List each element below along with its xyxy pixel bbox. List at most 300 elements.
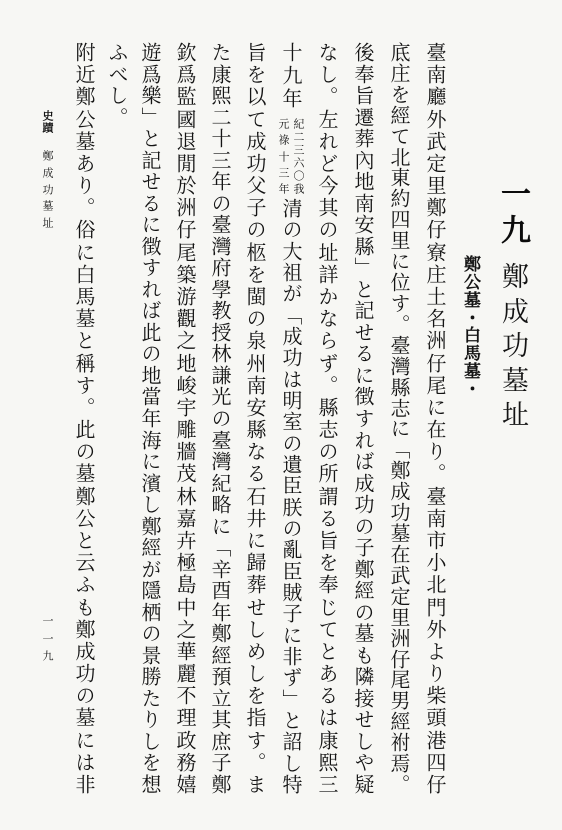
glyph: 十 <box>279 42 303 62</box>
glyph: 謙 <box>208 364 232 385</box>
glyph: 於 <box>173 175 197 196</box>
body-column-5-rest <box>276 198 306 794</box>
glyph: な <box>315 308 339 329</box>
glyph: れ <box>315 130 339 151</box>
glyph: 明 <box>279 390 303 410</box>
glyph: 康 <box>208 63 232 84</box>
glyph: の <box>208 192 232 213</box>
glyph: 武 <box>423 130 447 151</box>
glyph: 南 <box>243 374 267 395</box>
glyph: を <box>243 685 267 706</box>
glyph: 安 <box>351 214 375 235</box>
glyph: 港 <box>423 729 447 750</box>
glyph: 臣 <box>279 560 303 581</box>
glyph: に <box>387 251 411 272</box>
glyph: 成 <box>72 640 96 661</box>
glyph: 洲 <box>173 197 197 218</box>
glyph: の <box>315 219 339 240</box>
glyph: し <box>279 752 303 773</box>
glyph: 隣 <box>351 666 375 687</box>
glyph: が <box>279 283 303 304</box>
glyph: 經 <box>138 537 162 558</box>
glyph: に <box>138 214 162 235</box>
glyph: 遊 <box>138 42 162 62</box>
glyph: の <box>208 408 232 428</box>
glyph: 功 <box>279 347 303 368</box>
glyph: 九 <box>279 65 303 85</box>
glyph: 功 <box>351 494 375 515</box>
glyph: 志 <box>315 419 339 440</box>
glyph: 南 <box>423 507 447 528</box>
glyph: 在 <box>387 543 411 564</box>
glyph: 監 <box>173 86 197 107</box>
glyph: め <box>243 640 267 661</box>
glyph: 詳 <box>315 263 339 284</box>
glyph: せ <box>351 321 375 342</box>
glyph: 後 <box>351 42 375 62</box>
glyph: 尾 <box>387 669 411 690</box>
glyph: 柩 <box>243 241 267 262</box>
glyph: 麗 <box>173 663 197 684</box>
inline-note-left <box>276 118 290 194</box>
glyph: 在 <box>423 419 447 440</box>
glyph: 里 <box>387 230 411 251</box>
body-column-6 <box>240 42 270 794</box>
glyph: な <box>315 42 339 62</box>
glyph: 記 <box>138 149 162 170</box>
glyph: 築 <box>173 263 197 284</box>
glyph: 址 <box>315 241 339 262</box>
glyph: 臺 <box>208 429 232 450</box>
glyph: 其 <box>208 709 232 730</box>
glyph: 仔 <box>173 219 197 240</box>
glyph: 鄭 <box>387 460 411 481</box>
glyph: も <box>72 596 96 617</box>
glyph: 年 <box>279 88 303 108</box>
glyph: 小 <box>423 552 447 573</box>
glyph: 栖 <box>138 601 162 622</box>
glyph: と <box>72 330 96 351</box>
glyph: 寮 <box>423 241 447 262</box>
glyph: り <box>423 441 447 462</box>
glyph: 二 <box>208 106 232 127</box>
glyph: 一 <box>495 178 530 208</box>
glyph: 子 <box>279 603 303 624</box>
glyph: 成 <box>497 296 528 324</box>
glyph: 成 <box>279 326 303 346</box>
glyph: べ <box>105 63 129 84</box>
glyph: 墓 <box>72 463 96 484</box>
glyph: と <box>279 710 303 730</box>
glyph: 謂 <box>315 485 339 506</box>
glyph: じ <box>315 596 339 617</box>
glyph: す <box>351 408 375 428</box>
glyph: 接 <box>351 687 375 708</box>
glyph: 北 <box>387 146 411 167</box>
glyph: に <box>351 364 375 385</box>
glyph: 年 <box>138 408 162 428</box>
glyph: よ <box>423 640 447 661</box>
glyph: 鄭 <box>72 485 96 506</box>
glyph: 經 <box>387 711 411 732</box>
glyph: を <box>243 64 267 85</box>
glyph: 大 <box>279 240 303 261</box>
glyph: 略 <box>208 494 232 515</box>
glyph: 「 <box>387 439 411 460</box>
glyph: と <box>138 128 162 149</box>
glyph: 墓 <box>41 200 54 212</box>
glyph: 非 <box>279 646 303 666</box>
glyph: 縣 <box>315 396 339 417</box>
glyph: 詔 <box>279 731 303 752</box>
glyph: す <box>243 729 267 750</box>
glyph: 臺 <box>423 42 447 62</box>
glyph: を <box>387 83 411 104</box>
glyph: 近 <box>72 64 96 85</box>
glyph: 名 <box>423 308 447 329</box>
glyph: ふ <box>72 574 96 595</box>
glyph: 洲 <box>423 330 447 351</box>
glyph: 學 <box>208 278 232 299</box>
glyph: 定 <box>387 585 411 606</box>
glyph: れ <box>138 278 162 299</box>
glyph: 。 <box>315 86 339 107</box>
glyph: 里 <box>387 606 411 627</box>
body-column-10 <box>102 42 132 142</box>
body-column-8 <box>170 42 200 794</box>
glyph: 十 <box>277 150 290 162</box>
glyph: の <box>279 518 303 538</box>
glyph: の <box>138 343 162 364</box>
glyph: た <box>208 42 232 62</box>
glyph: 」 <box>351 257 375 278</box>
glyph: と <box>351 278 375 299</box>
glyph: 仔 <box>423 352 447 373</box>
glyph: 疑 <box>351 774 375 794</box>
glyph: 功 <box>387 502 411 523</box>
glyph: 旨 <box>243 42 267 62</box>
glyph: 公 <box>460 272 480 290</box>
glyph: 紀 <box>208 472 232 493</box>
glyph: 墓 <box>460 362 480 380</box>
inline-note-right <box>291 118 305 194</box>
glyph: な <box>243 441 267 462</box>
glyph: 鄭 <box>138 515 162 536</box>
glyph: 光 <box>208 386 232 407</box>
glyph: 之 <box>173 618 197 639</box>
glyph: 欽 <box>173 42 197 62</box>
glyph: る <box>315 507 339 528</box>
glyph: 白 <box>72 263 96 284</box>
glyph: 朕 <box>279 496 303 517</box>
glyph: 南 <box>423 64 447 85</box>
glyph: ら <box>315 330 339 351</box>
glyph: 今 <box>315 175 339 196</box>
glyph: 州 <box>243 352 267 373</box>
glyph: 志 <box>387 397 411 418</box>
glyph: 白 <box>460 326 480 344</box>
glyph: し <box>138 730 162 751</box>
glyph: 墓 <box>351 623 375 644</box>
glyph: 成 <box>243 130 267 151</box>
glyph: 九 <box>41 650 54 661</box>
glyph: 預 <box>208 666 232 687</box>
body-column-7 <box>205 42 235 794</box>
glyph: 徴 <box>351 386 375 407</box>
glyph: に <box>279 624 303 645</box>
glyph: 子 <box>351 537 375 558</box>
body-column-2 <box>384 42 414 794</box>
glyph: 左 <box>315 108 339 129</box>
glyph: 約 <box>387 188 411 209</box>
glyph: 。 <box>72 396 96 417</box>
glyph: せ <box>138 171 162 192</box>
glyph: 「 <box>208 537 232 558</box>
glyph: 卉 <box>173 530 197 550</box>
glyph: し <box>315 64 339 85</box>
glyph: 雕 <box>173 419 197 440</box>
glyph: 仔 <box>423 774 447 794</box>
glyph: あ <box>315 663 339 684</box>
glyph: 室 <box>279 411 303 432</box>
glyph: 成 <box>41 166 54 178</box>
glyph: の <box>315 441 339 462</box>
glyph: の <box>279 432 303 453</box>
glyph: 鄭 <box>351 558 375 579</box>
glyph: 經 <box>208 644 232 665</box>
glyph: 馬 <box>72 286 96 306</box>
section-title <box>496 262 528 427</box>
glyph: 茂 <box>173 463 197 484</box>
glyph: 非 <box>72 774 96 794</box>
glyph: 此 <box>72 419 96 440</box>
glyph: 牆 <box>173 441 197 462</box>
glyph: 經 <box>351 580 375 601</box>
glyph: 北 <box>423 574 447 595</box>
glyph: 外 <box>423 618 447 639</box>
glyph: 立 <box>208 687 232 708</box>
glyph: 清 <box>279 198 303 218</box>
glyph: 墓 <box>72 130 96 151</box>
glyph: 熙 <box>208 85 232 106</box>
glyph: 墓 <box>72 308 96 329</box>
glyph: 功 <box>497 331 528 358</box>
glyph: 尾 <box>423 374 447 395</box>
glyph: 臺 <box>423 485 447 506</box>
glyph: 九 <box>495 214 530 244</box>
running-header-title <box>39 150 55 228</box>
glyph: 熙 <box>315 751 339 772</box>
glyph: 辛 <box>208 558 232 579</box>
glyph: も <box>351 644 375 665</box>
glyph: し <box>105 85 129 105</box>
body-column-1 <box>420 42 450 794</box>
glyph: 勝 <box>138 666 162 687</box>
glyph: て <box>387 125 411 146</box>
glyph: た <box>138 687 162 708</box>
glyph: 泉 <box>243 330 267 351</box>
glyph: り <box>72 175 96 196</box>
glyph: 祿 <box>277 134 290 146</box>
glyph: 三 <box>315 774 339 794</box>
glyph: 府 <box>208 257 232 278</box>
glyph: 鄭 <box>208 623 232 644</box>
glyph: 「 <box>279 304 303 325</box>
glyph: 四 <box>387 209 411 230</box>
glyph: 想 <box>138 774 162 794</box>
glyph: 一 <box>41 632 54 644</box>
glyph: 酉 <box>208 580 232 601</box>
glyph: 位 <box>387 272 411 293</box>
glyph: れ <box>351 429 375 450</box>
glyph: 旨 <box>351 85 375 106</box>
glyph: は <box>315 707 339 728</box>
glyph: 公 <box>72 507 96 528</box>
glyph: 內 <box>351 149 375 170</box>
glyph: 我 <box>292 183 305 194</box>
glyph: 灣 <box>208 451 232 472</box>
glyph: 祔 <box>387 732 411 753</box>
glyph: 功 <box>72 663 96 684</box>
glyph: 武 <box>387 564 411 585</box>
glyph: 庄 <box>387 62 411 83</box>
glyph: 〇 <box>292 170 305 181</box>
glyph: 閒 <box>173 152 197 173</box>
glyph: を <box>243 263 267 284</box>
glyph: 爲 <box>173 64 197 85</box>
glyph: 定 <box>423 152 447 173</box>
glyph: 奉 <box>315 574 339 595</box>
glyph: と <box>315 640 339 661</box>
glyph: 不 <box>173 685 197 706</box>
glyph: せ <box>351 709 375 730</box>
body-column-4 <box>312 42 342 794</box>
glyph: 理 <box>173 707 197 728</box>
glyph: 亂 <box>279 539 303 560</box>
glyph: 尾 <box>173 241 197 262</box>
glyph: 當 <box>138 386 162 407</box>
glyph: し <box>351 730 375 751</box>
glyph: 井 <box>243 507 267 528</box>
body-column-3 <box>348 42 378 794</box>
glyph: に <box>423 396 447 417</box>
glyph: 徴 <box>138 235 162 256</box>
glyph: 海 <box>138 429 162 450</box>
glyph: 成 <box>351 472 375 493</box>
glyph: 退 <box>173 130 197 151</box>
glyph: 年 <box>277 183 290 194</box>
glyph: 康 <box>315 729 339 750</box>
glyph: に <box>138 451 162 472</box>
glyph: ・ <box>460 380 480 397</box>
glyph: 宇 <box>173 396 197 417</box>
glyph: 地 <box>138 364 162 385</box>
glyph: 灣 <box>208 235 232 256</box>
glyph: 云 <box>72 552 96 573</box>
glyph: 林 <box>173 485 197 506</box>
glyph: 經 <box>387 104 411 125</box>
glyph: 灣 <box>387 355 411 376</box>
glyph: 仔 <box>423 219 447 240</box>
glyph: 其 <box>315 197 339 218</box>
glyph: の <box>72 441 96 462</box>
glyph: 鄭 <box>72 86 96 107</box>
glyph: 廳 <box>423 86 447 107</box>
glyph: 。 <box>387 774 411 794</box>
glyph: す <box>138 257 162 278</box>
glyph: 政 <box>173 729 197 750</box>
glyph: る <box>243 463 267 484</box>
glyph: 」 <box>138 106 162 127</box>
glyph: 縣 <box>351 235 375 256</box>
glyph: 史 <box>41 110 54 121</box>
glyph: 華 <box>173 640 197 661</box>
glyph: 一 <box>41 615 54 626</box>
glyph: 臺 <box>387 334 411 355</box>
glyph: 十 <box>208 128 232 149</box>
glyph: 鄭 <box>208 774 232 794</box>
glyph: 隱 <box>138 580 162 601</box>
glyph: 三 <box>277 166 290 178</box>
glyph: は <box>279 368 303 389</box>
glyph: 南 <box>351 192 375 213</box>
glyph: す <box>72 374 96 395</box>
glyph: 遷 <box>351 106 375 127</box>
glyph: 以 <box>243 86 267 107</box>
glyph: 墓 <box>460 290 480 308</box>
glyph: 男 <box>387 690 411 711</box>
glyph: る <box>138 192 162 213</box>
glyph: 此 <box>138 321 162 342</box>
glyph: に <box>208 515 232 536</box>
glyph: 洲 <box>387 627 411 648</box>
glyph: あ <box>72 152 96 173</box>
glyph: 稱 <box>72 352 96 373</box>
body-column-9 <box>135 42 165 794</box>
glyph: は <box>72 751 96 772</box>
glyph: 年 <box>208 171 232 192</box>
glyph: 樂 <box>138 85 162 106</box>
glyph: 石 <box>243 485 267 506</box>
glyph: 。 <box>243 751 267 772</box>
glyph: 柴 <box>423 685 447 706</box>
glyph: 鄭 <box>460 255 480 272</box>
glyph: ず <box>279 667 303 688</box>
glyph: 馬 <box>460 344 480 362</box>
running-header-section <box>39 110 55 134</box>
glyph: し <box>138 494 162 515</box>
glyph: が <box>138 558 162 579</box>
glyph: 子 <box>243 197 267 218</box>
glyph: 功 <box>41 183 54 195</box>
glyph: 遺 <box>279 454 303 474</box>
glyph: 鄭 <box>423 197 447 218</box>
body-column-5-lead <box>276 42 306 108</box>
glyph: 庄 <box>423 263 447 284</box>
glyph: 濱 <box>138 472 162 493</box>
glyph: 安 <box>243 396 267 417</box>
glyph: 閩 <box>243 286 267 306</box>
glyph: 。 <box>387 313 411 334</box>
glyph: り <box>138 709 162 730</box>
glyph: 極 <box>173 552 197 573</box>
glyph: 嘉 <box>173 507 197 528</box>
glyph: や <box>351 752 375 773</box>
glyph: ふ <box>105 42 129 62</box>
glyph: 。 <box>72 197 96 218</box>
glyph: 指 <box>243 707 267 728</box>
glyph: ず <box>315 352 339 373</box>
